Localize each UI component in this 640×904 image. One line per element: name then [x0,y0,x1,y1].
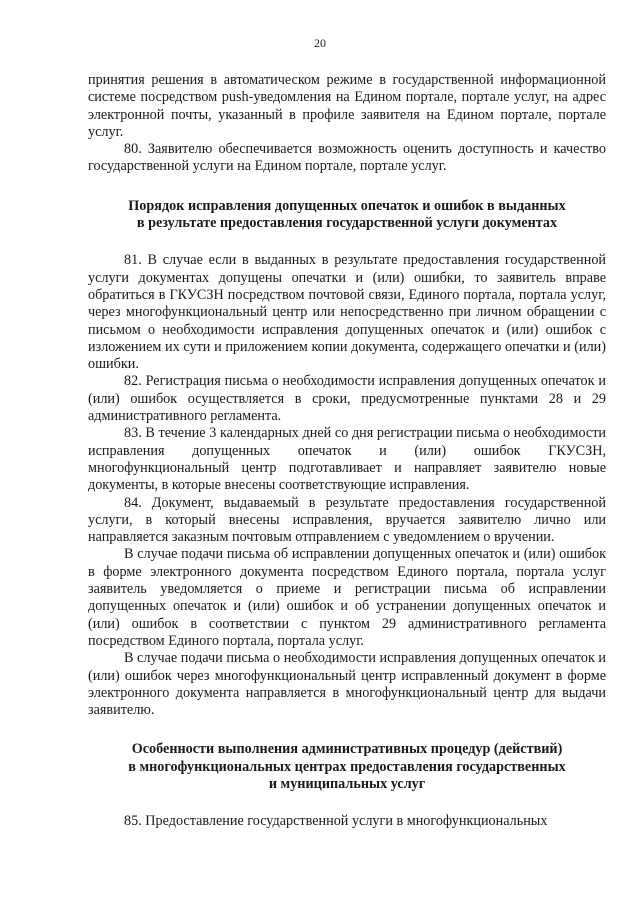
page-number: 20 [314,36,326,50]
heading-line: и муниципальных услуг [268,775,426,792]
document-body [88,72,606,831]
section-heading-corrections [88,198,606,233]
paragraph-84: 84. Документ, выдаваемый в результате предоставления государственной услуги, в который внесены исправления, вручается заявителю лично или направляется заказным почтовым отправлением с уведомлением о вручении. [88,494,606,546]
paragraph-83: 83. В течение 3 календарных дней со дня регистрации письма о необходимости исправления допущенных опечаток и (или) ошибок ГКУСЗН, многофункциональный центр подготавливает и направляет заявителю новые документы, в которые внесены соответствующие исправления. [88,425,606,494]
heading-line: Порядок исправления допущенных опечаток и ошибок в выданных [128,197,566,214]
paragraph-82: 82. Регистрация письма о необходимости исправления допущенных опечаток и (или) ошибок осуществляется в сроки, предусмотренные пунктами 28 и 29 административного регламента. [88,373,606,425]
heading-line: в многофункциональных центрах предоставления государственных [128,758,566,775]
paragraph-84-electronic: В случае подачи письма об исправлении допущенных опечаток и (или) ошибок в форме электронного документа посредством Единого портала, портала услуг заявитель уведомляется о приеме и регистрации письма об исправлении допущенных опечаток и (или) ошибок и об устранении допущенных опечаток и (или) ошибок в соответствии с пунктом 29 административного регламента посредством Единого портала, портала услуг. [88,546,606,649]
heading-line: в результате предоставления государственной услуги документах [136,215,558,232]
section-heading-mfc [88,741,606,793]
paragraph-80: 80. Заявителю обеспечивается возможность оценить доступность и качество государственной услуги на Едином портале, портале услуг. [88,141,606,175]
heading-line: Особенности выполнения административных процедур (действий) [131,741,563,758]
paragraph-81: 81. В случае если в выданных в результате предоставления государственной услуги документах допущены опечатки и (или) ошибки, то заявитель вправе обратиться в ГКУСЗН посредством почтовой связи, Единого портала, портала услуг, через многофункциональный центр или непосредственно при личном обращении с письмом о необходимости исправления допущенных опечаток и (или) ошибок с изложением их сути и приложением копии документа, содержащего опечатки и (или) ошибки. [88,252,606,373]
paragraph-85: 85. Предоставление государственной услуги в многофункциональных [124,813,548,830]
paragraph-continuation: принятия решения в автоматическом режиме в государственной информационной системе посредством push-уведомления на Едином портале, портале услуг, на адрес электронной почты, указанный в профиле заявителя на Едином портале, портале услуг. [88,72,606,140]
paragraph-84-mfc: В случае подачи письма о необходимости исправления допущенных опечаток и (или) ошибок через многофункциональный центр исправленный документ в форме электронного документа направляется в многофункциональный центр для выдачи заявителю. [88,650,606,719]
